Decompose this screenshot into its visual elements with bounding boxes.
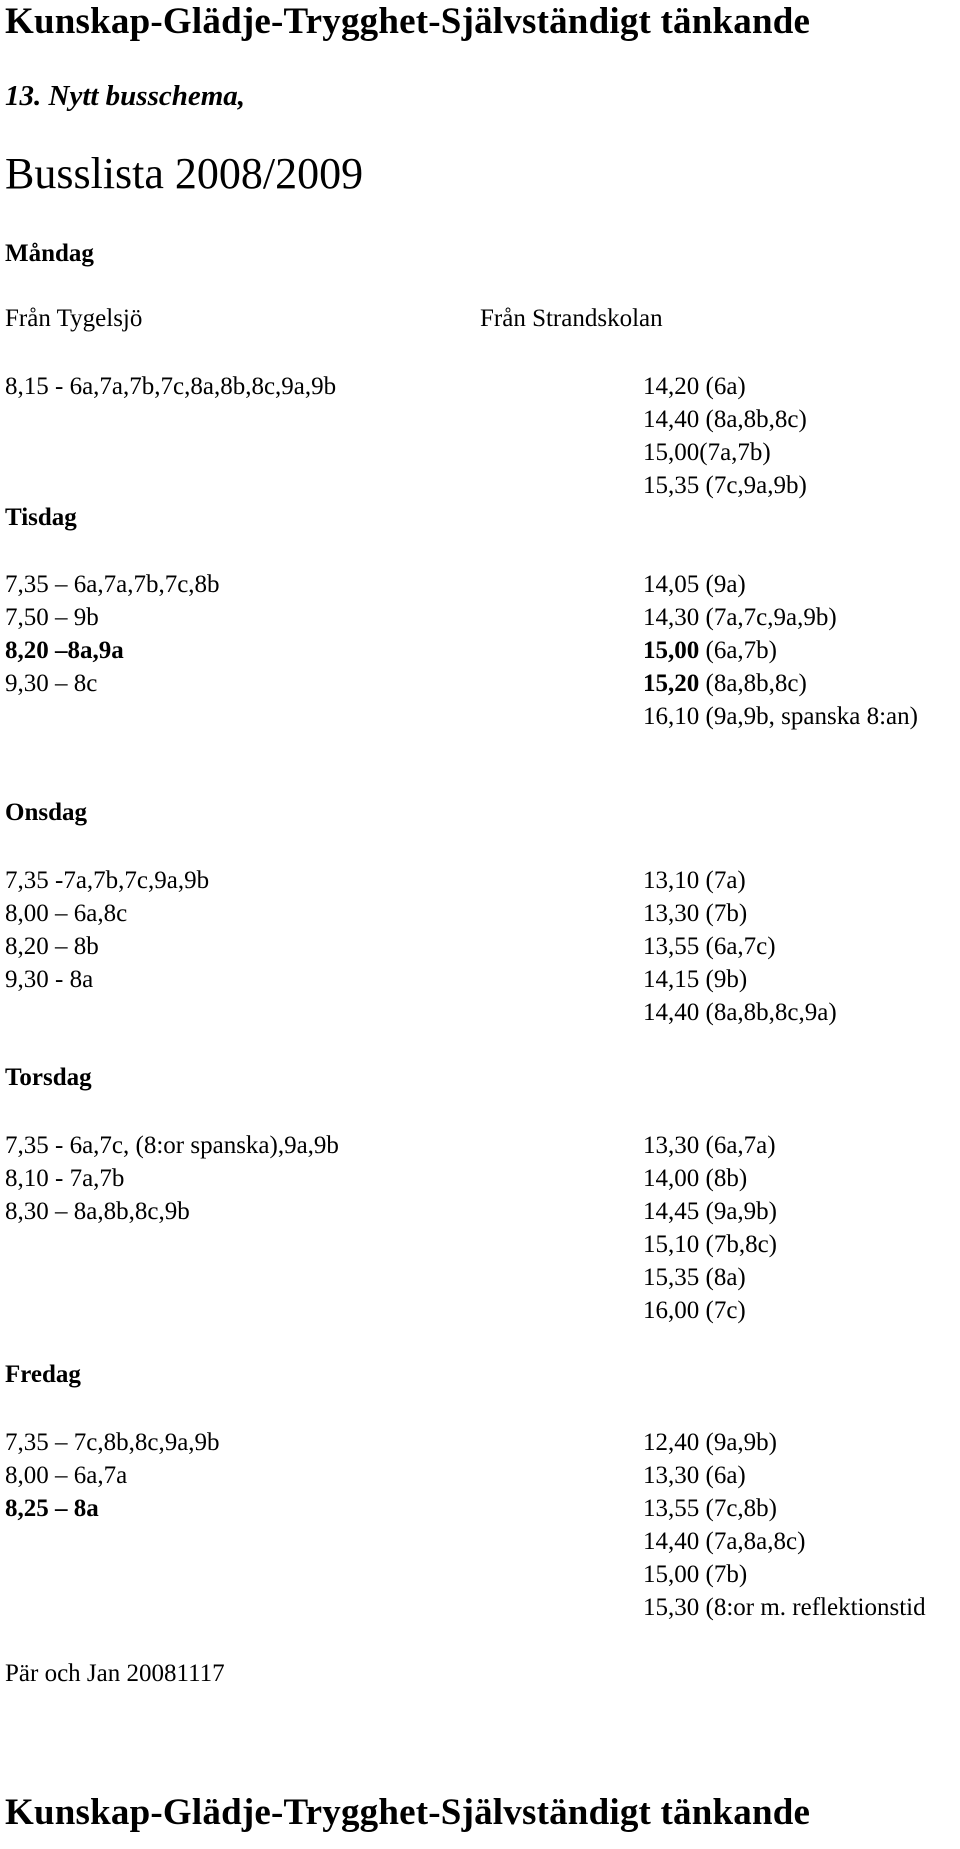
return-wednesday-1: 13,10 (7a) <box>643 867 746 894</box>
departure-thursday-2: 8,10 - 7a,7b <box>5 1165 125 1192</box>
section-heading: 13. Nytt busschema, <box>5 80 246 112</box>
departure-wednesday-4: 9,30 - 8a <box>5 966 94 993</box>
day-heading-friday: Fredag <box>5 1361 81 1388</box>
departure-wednesday-2: 8,00 – 6a,8c <box>5 900 128 927</box>
return-tuesday-3 <box>643 634 777 667</box>
return-tuesday-1 <box>643 568 746 601</box>
return-time: 14,05 <box>643 571 700 598</box>
return-friday-5: 15,00 (7b) <box>643 1561 748 1588</box>
return-classes: (8a,8b,8c) <box>705 670 807 697</box>
return-classes: (9a) <box>705 571 746 598</box>
departure-wednesday-1: 7,35 -7a,7b,7c,9a,9b <box>5 867 210 894</box>
day-heading-tuesday: Tisdag <box>5 504 77 531</box>
departure-friday-3: 8,25 – 8a <box>5 1495 99 1522</box>
return-monday-1: 14,20 (6a) <box>643 373 746 400</box>
return-classes: (6a,7b) <box>705 637 777 664</box>
return-thursday-5: 15,35 (8a) <box>643 1264 746 1291</box>
departure-tuesday-2: 7,50 – 9b <box>5 604 99 631</box>
return-wednesday-3: 13,55 (6a,7c) <box>643 933 776 960</box>
departure-tuesday-3: 8,20 –8a,9a <box>5 637 124 664</box>
departure-tuesday-1: 7,35 – 6a,7a,7b,7c,8b <box>5 571 220 598</box>
return-friday-2: 13,30 (6a) <box>643 1462 746 1489</box>
return-thursday-6: 16,00 (7c) <box>643 1297 746 1324</box>
day-heading-monday: Måndag <box>5 240 94 267</box>
return-friday-3: 13,55 (7c,8b) <box>643 1495 777 1522</box>
header-banner: Kunskap-Glädje-Trygghet-Självständigt tänkande <box>5 1 811 42</box>
page-title: Busslista 2008/2009 <box>5 149 364 198</box>
return-thursday-2: 14,00 (8b) <box>643 1165 748 1192</box>
signature: Pär och Jan 20081117 <box>5 1660 225 1687</box>
return-tuesday-4 <box>643 667 807 700</box>
return-tuesday-5 <box>643 700 918 733</box>
return-time: 14,30 <box>643 604 700 631</box>
return-monday-3: 15,00(7a,7b) <box>643 439 771 466</box>
return-time: 15,20 <box>643 670 700 697</box>
return-wednesday-4: 14,15 (9b) <box>643 966 748 993</box>
return-wednesday-2: 13,30 (7b) <box>643 900 748 927</box>
departure-friday-1: 7,35 – 7c,8b,8c,9a,9b <box>5 1429 220 1456</box>
return-time: 16,10 <box>643 703 700 730</box>
footer-banner: Kunskap-Glädje-Trygghet-Självständigt tänkande <box>5 1792 811 1833</box>
return-thursday-3: 14,45 (9a,9b) <box>643 1198 777 1225</box>
day-heading-wednesday: Onsdag <box>5 799 87 826</box>
departure-monday-1: 8,15 - 6a,7a,7b,7c,8a,8b,8c,9a,9b <box>5 373 337 400</box>
departure-tuesday-4: 9,30 – 8c <box>5 670 98 697</box>
day-heading-thursday: Torsdag <box>5 1064 92 1091</box>
return-thursday-1: 13,30 (6a,7a) <box>643 1132 776 1159</box>
return-thursday-4: 15,10 (7b,8c) <box>643 1231 777 1258</box>
column-heading-from-strandskolan: Från Strandskolan <box>480 305 663 332</box>
departure-thursday-1: 7,35 - 6a,7c, (8:or spanska),9a,9b <box>5 1132 339 1159</box>
return-friday-4: 14,40 (7a,8a,8c) <box>643 1528 806 1555</box>
departure-wednesday-3: 8,20 – 8b <box>5 933 99 960</box>
return-time: 15,00 <box>643 637 700 664</box>
return-friday-6: 15,30 (8:or m. reflektionstid <box>643 1594 926 1621</box>
return-monday-4: 15,35 (7c,9a,9b) <box>643 472 807 499</box>
departure-friday-2: 8,00 – 6a,7a <box>5 1462 128 1489</box>
return-monday-2: 14,40 (8a,8b,8c) <box>643 406 807 433</box>
return-classes: (9a,9b, spanska 8:an) <box>705 703 918 730</box>
column-heading-from-tygelsjo: Från Tygelsjö <box>5 305 143 332</box>
return-classes: (7a,7c,9a,9b) <box>705 604 837 631</box>
departure-thursday-3: 8,30 – 8a,8b,8c,9b <box>5 1198 190 1225</box>
return-friday-1: 12,40 (9a,9b) <box>643 1429 777 1456</box>
return-tuesday-2 <box>643 601 837 634</box>
return-wednesday-5: 14,40 (8a,8b,8c,9a) <box>643 999 837 1026</box>
